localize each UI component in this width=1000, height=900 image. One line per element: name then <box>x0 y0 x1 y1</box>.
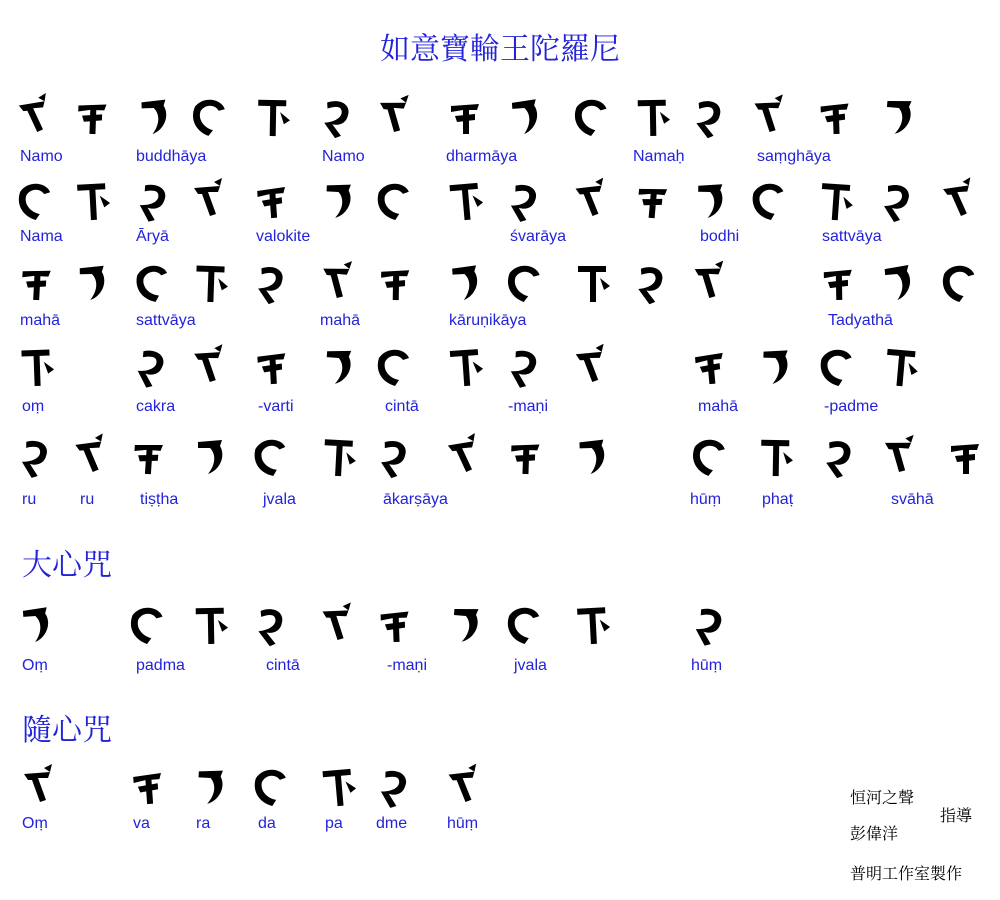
siddham-glyph <box>190 180 230 224</box>
siddham-glyph <box>252 262 292 306</box>
siddham-glyph <box>572 604 612 648</box>
siddham-glyph <box>572 180 612 224</box>
romanization: Tadyathā <box>828 312 893 329</box>
siddham-glyph <box>750 96 790 140</box>
siddham-glyph <box>375 262 415 306</box>
romanization: cakra <box>136 398 176 415</box>
section-heading: 大心咒 <box>22 548 112 583</box>
siddham-glyph <box>690 96 730 140</box>
siddham-glyph <box>128 436 168 480</box>
siddham-glyph <box>572 436 612 480</box>
romanization: jvala <box>263 491 296 508</box>
siddham-glyph <box>252 346 292 390</box>
siddham-glyph <box>16 180 56 224</box>
siddham-glyph <box>690 346 730 390</box>
siddham-glyph <box>445 766 485 810</box>
romanization: Oṃ <box>22 657 48 674</box>
romanization: svāhā <box>891 491 934 508</box>
siddham-glyph <box>16 262 56 306</box>
siddham-glyph <box>505 180 545 224</box>
siddham-glyph <box>505 262 545 306</box>
romanization: cintā <box>385 398 419 415</box>
romanization: -maṇi <box>508 398 549 415</box>
siddham-glyph <box>318 346 358 390</box>
siddham-glyph <box>190 96 230 140</box>
romanization: bodhi <box>700 228 740 245</box>
siddham-glyph <box>252 96 292 140</box>
siddham-glyph <box>880 436 920 480</box>
siddham-glyph <box>818 262 858 306</box>
romanization: hūṃ <box>691 657 723 674</box>
siddham-glyph <box>252 604 292 648</box>
siddham-glyph <box>128 604 168 648</box>
siddham-glyph <box>375 604 415 648</box>
siddham-glyph <box>318 604 358 648</box>
siddham-glyph <box>445 262 485 306</box>
credit-name-2: 彭偉洋 <box>850 824 899 843</box>
romanization: buddhāya <box>136 148 207 165</box>
siddham-glyph <box>72 96 112 140</box>
romanization: jvala <box>514 657 547 674</box>
siddham-glyph <box>755 346 795 390</box>
romanization: va <box>133 815 150 832</box>
romanization: -maṇi <box>387 657 428 674</box>
credit-studio: 普明工作室製作 <box>850 864 963 883</box>
siddham-glyph <box>690 262 730 306</box>
romanization: Namo <box>20 148 63 165</box>
romanization: pa <box>325 815 343 832</box>
siddham-glyph <box>16 436 56 480</box>
siddham-glyph <box>375 436 415 480</box>
siddham-glyph <box>252 436 292 480</box>
credit-name-1: 恒河之聲 <box>850 788 915 807</box>
siddham-glyph <box>945 436 985 480</box>
siddham-glyph <box>375 766 415 810</box>
romanization: ākarṣāya <box>383 491 448 508</box>
romanization: dme <box>376 815 408 832</box>
siddham-glyph <box>505 604 545 648</box>
siddham-glyph <box>940 262 980 306</box>
siddham-glyph <box>134 262 174 306</box>
siddham-glyph <box>750 180 790 224</box>
romanization: kāruṇikāya <box>449 312 527 329</box>
romanization: Namaḥ <box>633 148 685 165</box>
siddham-glyph <box>190 262 230 306</box>
siddham-glyph <box>572 96 612 140</box>
siddham-glyph <box>755 436 795 480</box>
romanization: śvarāya <box>510 228 567 245</box>
siddham-glyph <box>318 180 358 224</box>
romanization: saṃghāya <box>757 148 831 165</box>
siddham-glyph <box>190 604 230 648</box>
romanization: Nama <box>20 228 63 245</box>
romanization: padma <box>136 657 185 674</box>
romanization: phaṭ <box>762 491 794 508</box>
siddham-glyph <box>632 180 672 224</box>
siddham-glyph <box>318 96 358 140</box>
romanization: cintā <box>266 657 300 674</box>
siddham-glyph <box>134 96 174 140</box>
romanization: -varti <box>258 398 294 415</box>
siddham-glyph <box>16 346 56 390</box>
siddham-glyph <box>190 346 230 390</box>
siddham-glyph <box>16 604 56 648</box>
credit-guide: 指導 <box>940 806 973 825</box>
siddham-glyph <box>375 96 415 140</box>
siddham-glyph <box>940 180 980 224</box>
siddham-glyph <box>445 180 485 224</box>
romanization: mahā <box>320 312 361 329</box>
siddham-glyph <box>252 766 292 810</box>
siddham-glyph <box>880 346 920 390</box>
romanization: sattvāya <box>822 228 882 245</box>
romanization: ru <box>80 491 95 508</box>
siddham-glyph <box>572 346 612 390</box>
romanization: hūṃ <box>690 491 722 508</box>
siddham-glyph <box>375 180 415 224</box>
romanization: mahā <box>20 312 61 329</box>
romanization: tiṣṭha <box>140 491 179 508</box>
siddham-glyph <box>318 436 358 480</box>
siddham-glyph <box>445 436 485 480</box>
siddham-glyph <box>505 346 545 390</box>
siddham-glyph <box>318 766 358 810</box>
siddham-glyph <box>505 96 545 140</box>
siddham-glyph <box>190 436 230 480</box>
romanization: Āryā <box>136 228 169 245</box>
siddham-glyph <box>318 262 358 306</box>
section-heading: 隨心咒 <box>22 713 112 748</box>
romanization: dharmāya <box>446 148 518 165</box>
siddham-glyph <box>128 766 168 810</box>
siddham-glyph <box>632 96 672 140</box>
siddham-glyph <box>815 96 855 140</box>
romanization: ra <box>196 815 211 832</box>
siddham-glyph <box>445 604 485 648</box>
romanization: hūṃ <box>447 815 479 832</box>
siddham-glyph <box>878 180 918 224</box>
siddham-glyph <box>818 346 858 390</box>
romanization: da <box>258 815 276 832</box>
siddham-glyph <box>505 436 545 480</box>
siddham-glyph <box>690 436 730 480</box>
siddham-glyph <box>72 436 112 480</box>
siddham-glyph <box>820 436 860 480</box>
siddham-glyph <box>632 262 672 306</box>
siddham-glyph <box>690 180 730 224</box>
siddham-glyph <box>190 766 230 810</box>
siddham-glyph <box>20 766 60 810</box>
siddham-glyph <box>815 180 855 224</box>
siddham-glyph <box>134 180 174 224</box>
siddham-glyph <box>16 96 56 140</box>
page-title: 如意寶輪王陀羅尼 <box>380 32 620 67</box>
siddham-glyph <box>878 262 918 306</box>
romanization: sattvāya <box>136 312 196 329</box>
siddham-glyph <box>572 262 612 306</box>
siddham-glyph <box>690 604 730 648</box>
siddham-glyph <box>72 262 112 306</box>
siddham-glyph <box>878 96 918 140</box>
romanization: valokite <box>256 228 311 245</box>
siddham-glyph <box>375 346 415 390</box>
siddham-glyph <box>445 346 485 390</box>
romanization: ru <box>22 491 37 508</box>
romanization: oṃ <box>22 398 45 415</box>
siddham-glyph <box>252 180 292 224</box>
siddham-glyph <box>72 180 112 224</box>
romanization: mahā <box>698 398 739 415</box>
romanization: Oṃ <box>22 815 48 832</box>
romanization: Namo <box>322 148 365 165</box>
siddham-glyph <box>132 346 172 390</box>
siddham-glyph <box>445 96 485 140</box>
romanization: -padme <box>824 398 879 415</box>
